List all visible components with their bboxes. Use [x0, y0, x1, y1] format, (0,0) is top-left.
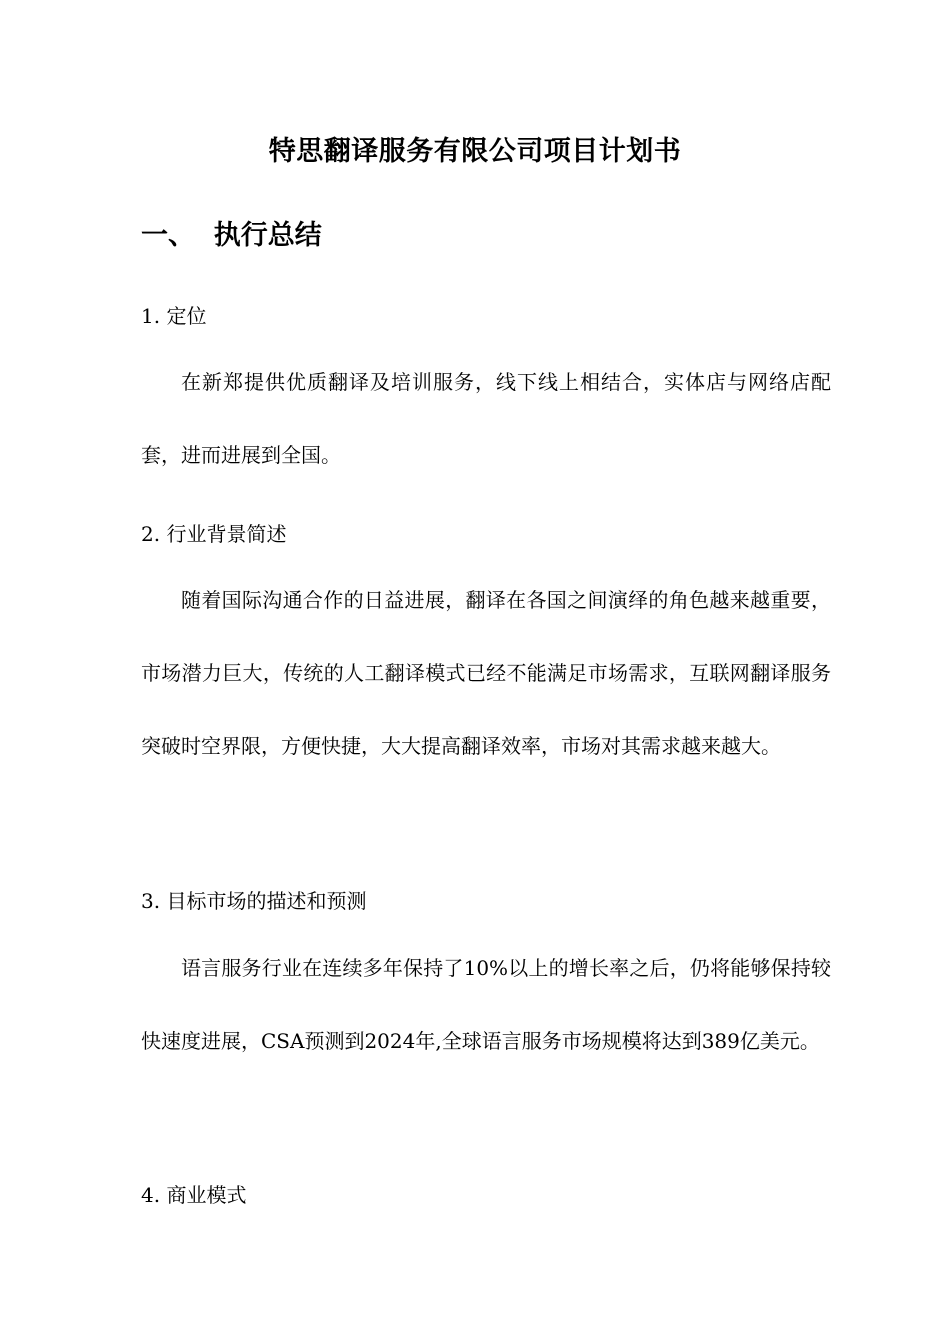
paragraph-positioning: 在新郑提供优质翻译及培训服务，线下线上相结合，实体店与网络店配套，进而进展到全国。 [141, 370, 831, 467]
section-heading-executive-summary: 一、 执行总结 [141, 220, 322, 251]
document-title: 特思翻译服务有限公司项目计划书 [268, 136, 682, 167]
paragraph-industry-background: 随着国际沟通合作的日益进展，翻译在各国之间演绎的角色越来越重要，市场潜力巨大，传统的人工翻译模式已经不能满足市场需求，互联网翻译服务突破时空界限，方便快捷，大大提高翻译效率，市场对其需求越来越大。 [141, 588, 831, 758]
subheading-target-market: 3. 目标市场的描述和预测 [141, 889, 367, 913]
paragraph-target-market: 语言服务行业在连续多年保持了10%以上的增长率之后，仍将能够保持较快速度进展，CSA预测到2024年,全球语言服务市场规模将达到389亿美元。 [141, 956, 831, 1053]
subheading-business-model: 4. 商业模式 [141, 1183, 247, 1207]
subheading-positioning: 1. 定位 [141, 304, 207, 328]
subheading-industry-background: 2. 行业背景简述 [141, 522, 287, 546]
